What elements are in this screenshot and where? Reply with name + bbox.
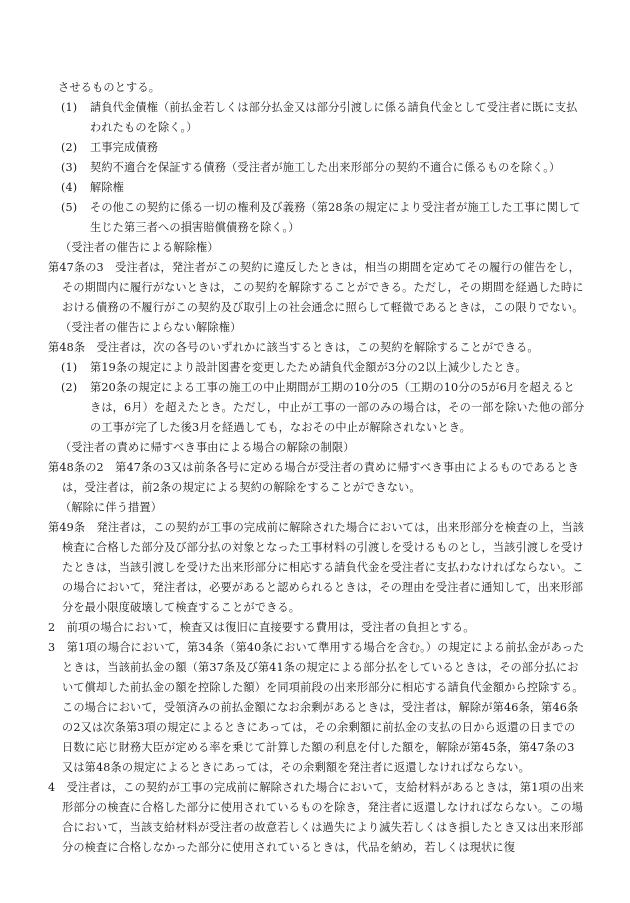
list-item — [48, 158, 585, 178]
article-47-3: 第47条の3 受注者は，発注者がこの契約に違反したときは，相当の期間を定めてその履行の催告をし，その期間内に履行がないときは，この契約を解除することができる。ただし，その期間を経過した時における債務の不履行がこの契約及び取引上の社会通念に照らして軽微であるときは，この限りでない。 — [48, 261, 584, 314]
item-number: (5) — [61, 201, 78, 214]
document-page — [48, 78, 585, 858]
paragraph-4: 4 受注者は，この契約が工事の完成前に解除された場合において，支給材料があるときは，第1項の出来形部分の検査に合格した部分に使用されているものを除き，発注者に返還しなければならない。この場合において，当該支給材料が受注者の故意若しくは過失により滅失若しくはき損したとき又は出来形部分の検査に合格しなかった部分に使用されているときは，代品を納め，若しくは現状に復 — [48, 781, 584, 854]
paragraph-3: 3 第1項の場合において，第34条（第40条において準用する場合を含む。）の規定による前払金があったときは，当該前払金の額（第37条及び第41条の規定による部分払をしているときは，その部分払において償却した前払金の額を控除した額）を同項前段の出来形部分に相応する請負代金額から控除する。この場合において，受領済みの前払金額になお余剰があるときは，受注者は，解除が第46条，第46条の2又は次条第3項の規定によるときにあっては，その余剰額に前払金の支払の日から返還の日までの日数に応じ財務大臣が定める率を乗じて計算した額の利息を付した額を，解除が第45条，第47条の3又は第48条の規定によるときにあっては，その余剰額を発注者に返還しなければならない。 — [48, 641, 585, 774]
item-text: 契約不適合を保証する債務（受注者が施工した出来形部分の契約不適合に係るものを除く。） — [90, 161, 561, 174]
list-item — [48, 198, 585, 238]
article-49: 第49条 発注者は，この契約が工事の完成前に解除された場合においては，出来形部分を検査の上，当該検査に合格した部分及び部分払の対象となった工事材料の引渡しを受けるものとし，当該引渡しを受けたときは，当該引渡しを受けた出来形部分に相応する請負代金を受注者に支払わなければならない。この場合において，発注者は，必要があると認められるときは，その理由を受注者に通知して，出来形部分を最小限度破壊して検査することができる。 — [48, 521, 585, 614]
article-caption: （受注者の催告によらない解除権） — [60, 321, 242, 334]
article-48: 第48条 受注者は，次の各号のいずれかに該当するときは，この契約を解除することができる。 — [48, 341, 539, 354]
item-number: (2) — [61, 141, 78, 154]
item-number: (1) — [61, 101, 78, 114]
item-number: (2) — [61, 381, 78, 394]
list-item — [48, 378, 585, 438]
item-text: 第20条の規定による工事の施工の中止期間が工期の10分の5（工期の10分の5が6月を超えるときは，6月）を超えたとき。ただし，中止が工事の一部のみの場合は，その一部を除いた他の部分の工事が完了した後3月を経過しても，なおその中止が解除されないとき。 — [90, 381, 585, 434]
text: させるものとする。 — [58, 81, 161, 94]
item-text: 工事完成債務 — [90, 141, 159, 154]
item-text: 解除権 — [90, 181, 125, 194]
article-caption: （解除に伴う措置） — [60, 501, 163, 514]
paragraph-2: 2 前項の場合において，検査又は復旧に直接要する費用は，受注者の負担とする。 — [48, 621, 475, 634]
continuation-text — [48, 78, 585, 98]
item-number: (1) — [61, 361, 78, 374]
list-item — [48, 358, 585, 378]
list-item — [48, 138, 585, 158]
article-caption: （受注者の催告による解除権） — [60, 241, 219, 254]
item-text: その他この契約に係る一切の権利及び義務（第28条の規定により受注者が施工した工事に関して生じた第三者への損害賠償債務を除く。） — [90, 201, 581, 234]
item-text: 第19条の規定により設計図書を変更したため請負代金額が3分の2以上減少したとき。 — [90, 361, 527, 374]
item-number: (3) — [61, 161, 78, 174]
list-item — [48, 178, 585, 198]
item-text: 請負代金債権（前払金若しくは部分払金又は部分引渡しに係る請負代金として受注者に既に支払われたものを除く。） — [90, 101, 578, 134]
article-caption: （受注者の責めに帰すべき事由による場合の解除の制限） — [60, 441, 355, 454]
article-48-2: 第48条の2 第47条の3又は前条各号に定める場合が受注者の責めに帰すべき事由によるものであるときは，受注者は，前2条の規定による契約の解除をすることができない。 — [48, 461, 579, 494]
list-item — [48, 98, 585, 138]
item-number: (4) — [61, 181, 78, 194]
